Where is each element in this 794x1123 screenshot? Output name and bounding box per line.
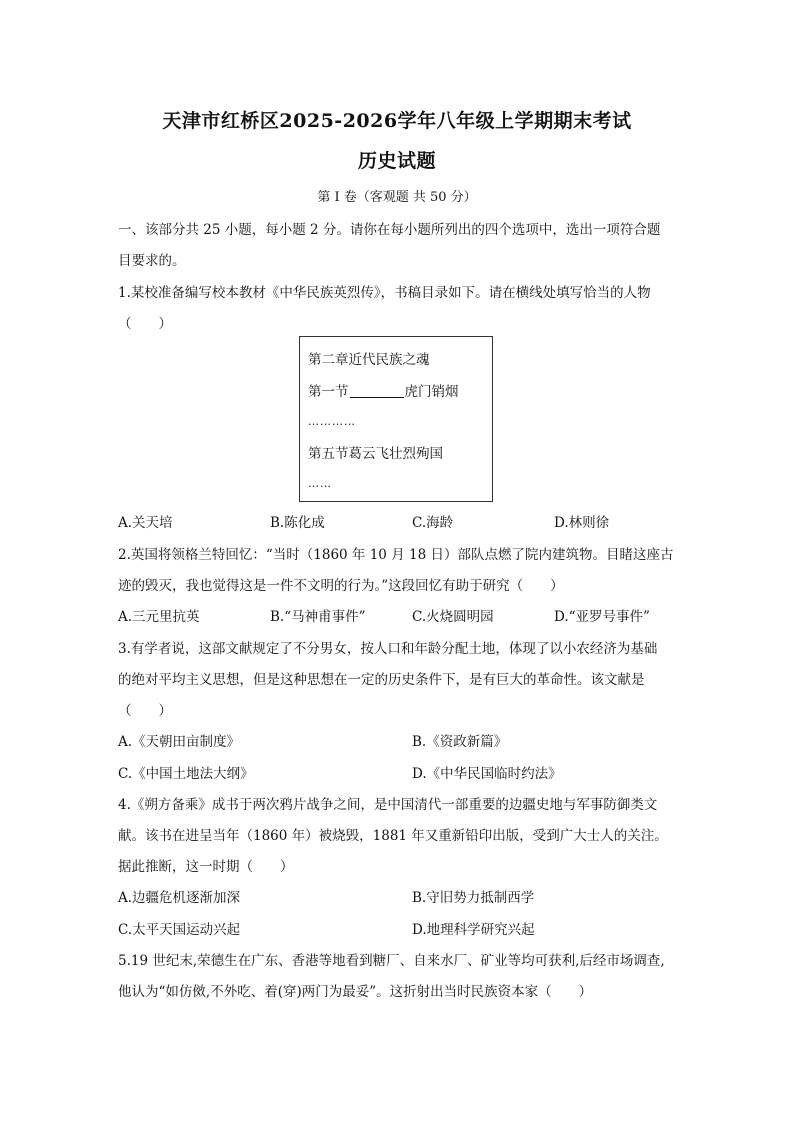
q4-stem-line-3: 据此推断，这一时期（ ）	[118, 859, 294, 875]
fill-in-blank	[350, 383, 404, 398]
q1-option-c[interactable]: C.海龄	[412, 515, 454, 531]
toc-section-1	[308, 380, 459, 400]
q5-stem-line-2: 他认为“如仿傚,不外吃、着(穿)两门为最妥”。这折射出当时民族资本家（ ）	[118, 984, 593, 1000]
toc-section-1-suffix: 虎门销烟	[404, 384, 459, 400]
q1-table-of-contents-box	[299, 336, 493, 502]
instructions-line-2: 目要求的。	[118, 253, 186, 269]
toc-ellipsis-1: …………	[308, 415, 356, 428]
q1-option-d[interactable]: D.林则徐	[554, 515, 610, 531]
exam-title: 天津市红桥区2025-2026学年八年级上学期期末考试	[162, 110, 632, 132]
q3-option-b[interactable]: B.《资政新篇》	[412, 734, 508, 750]
q3-stem-line-2: 的绝对平均主义思想，但是这种思想在一定的历史条件下，是有巨大的革命性。该文献是	[118, 672, 645, 688]
q3-option-c[interactable]: C.《中国土地法大纲》	[118, 766, 254, 782]
q2-option-a[interactable]: A.三元里抗英	[118, 609, 200, 625]
q4-option-a[interactable]: A.边疆危机逐渐加深	[118, 890, 241, 906]
q4-option-d[interactable]: D.地理科学研究兴起	[412, 922, 535, 938]
q2-option-d[interactable]: D.“亚罗号事件”	[554, 609, 650, 625]
q1-option-b[interactable]: B.陈化成	[270, 515, 325, 531]
q4-option-c[interactable]: C.太平天国运动兴起	[118, 922, 241, 938]
q4-option-b[interactable]: B.守旧势力抵制西学	[412, 890, 535, 906]
instructions-line-1: 一、该部分共 25 小题，每小题 2 分。请你在每小题所列出的四个选项中，选出一项符合题	[118, 222, 661, 238]
q4-stem-line-1: 4.《朔方备乘》成书于两次鸦片战争之间，是中国清代一部重要的边疆史地与军事防御类文	[118, 797, 658, 813]
q3-option-d[interactable]: D.《中华民国临时约法》	[412, 766, 562, 782]
q3-stem-line-1: 3.有学者说，这部文献规定了不分男女，按人口和年龄分配土地，体现了以小农经济为基础	[118, 641, 658, 657]
q2-stem-line-2: 迹的毁灭，我也觉得这是一件不文明的行为。”这段回忆有助于研究（ ）	[118, 578, 564, 594]
exam-subject: 历史试题	[357, 150, 436, 172]
q4-stem-line-2: 献。该书在进呈当年（1860 年）被烧毁，1881 年又重新铅印出版，受到广大士人的关注。	[118, 828, 668, 844]
toc-chapter: 第二章近代民族之魂	[308, 352, 430, 368]
toc-section-1-prefix: 第一节	[308, 384, 349, 400]
q1-stem-line-1: 1.某校准备编写校本教材《中华民族英烈传》，书稿目录如下。请在横线处填写恰当的人物	[118, 285, 651, 301]
q2-option-c[interactable]: C.火烧圆明园	[412, 609, 494, 625]
section-heading: 第 I 卷（客观题 共 50 分）	[317, 190, 477, 205]
q2-stem-line-1: 2.英国将领格兰特回忆：“当时（1860 年 10 月 18 日）部队点燃了院内建筑物。目睹这座古	[118, 547, 674, 563]
toc-ellipsis-2: ……	[308, 477, 332, 490]
q2-option-b[interactable]: B.“马神甫事件”	[270, 609, 366, 625]
q1-option-a[interactable]: A.关天培	[118, 515, 173, 531]
q1-stem-line-2: （ ）	[118, 316, 172, 332]
q3-stem-line-3: （ ）	[118, 703, 172, 719]
q5-stem-line-1: 5.19 世纪末,荣德生在广东、香港等地看到糖厂、自来水厂、矿业等均可获利,后经市场调查,	[118, 953, 665, 969]
toc-section-5: 第五节葛云飞壮烈殉国	[308, 446, 443, 462]
q3-option-a[interactable]: A.《天朝田亩制度》	[118, 734, 241, 750]
